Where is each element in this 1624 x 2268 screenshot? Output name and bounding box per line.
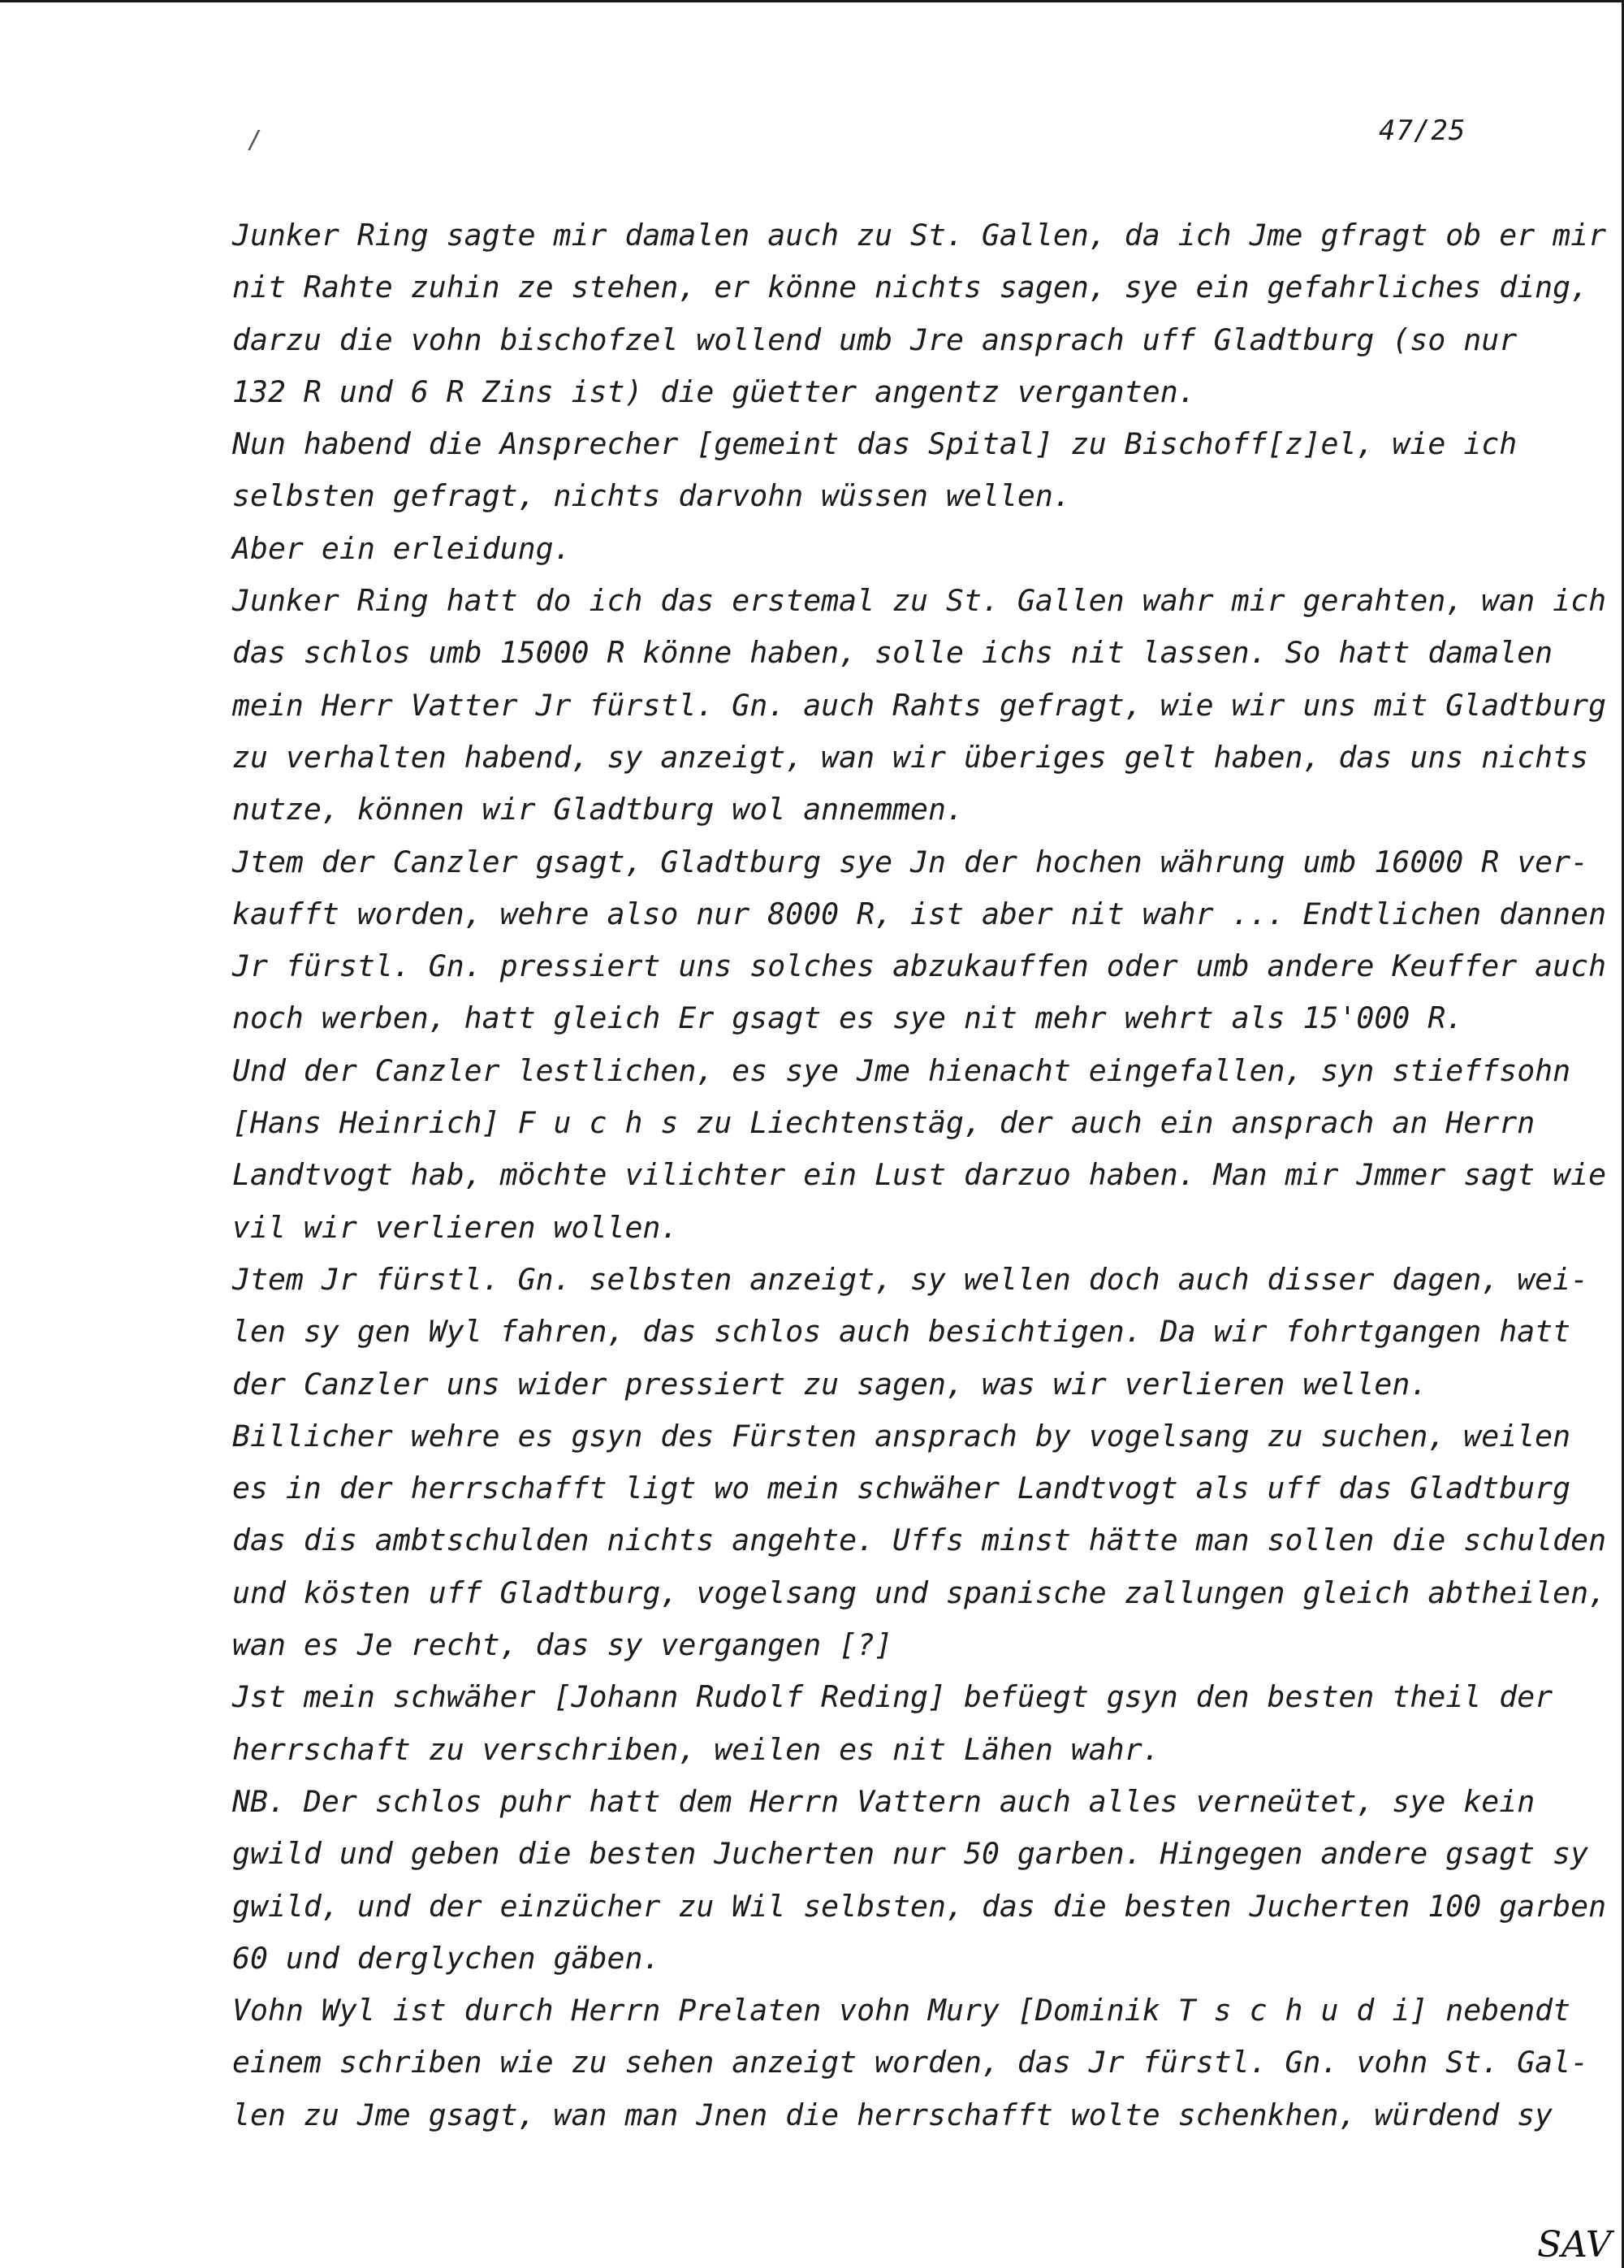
- text-line: und kösten uff Gladtburg, vogelsang und spanische zallungen gleich abtheilen,: [232, 1575, 1607, 1610]
- text-line: nit Rahte zuhin ze stehen, er könne nichts sagen, sye ein gefahrliches ding,: [232, 270, 1589, 305]
- text-line: Vohn Wyl ist durch Herrn Prelaten vohn Mury [Dominik T s c h u d i] nebendt: [232, 1993, 1571, 2028]
- text-line: len sy gen Wyl fahren, das schlos auch besichtigen. Da wir fohrtgangen hatt: [232, 1314, 1571, 1350]
- text-line: der Canzler uns wider pressiert zu sagen, was wir verlieren wellen.: [232, 1366, 1428, 1402]
- text-line: darzu die vohn bischofzel wollend umb Jre ansprach uff Gladtburg (so nur: [232, 322, 1518, 357]
- text-line: nutze, können wir Gladtburg wol annemmen.: [232, 792, 964, 827]
- text-line: selbsten gefragt, nichts darvohn wüssen wellen.: [232, 478, 1071, 514]
- text-line: mein Herr Vatter Jr fürstl. Gn. auch Rahts gefragt, wie wir uns mit Gladtburg: [232, 687, 1607, 723]
- text-line: 132 R und 6 R Zins ist) die güetter angentz verganten.: [232, 374, 1196, 409]
- text-line: 60 und derglychen gäben.: [232, 1940, 661, 1976]
- text-line: Jtem der Canzler gsagt, Gladtburg sye Jn der hochen währung umb 16000 R ver-: [232, 844, 1589, 879]
- text-line: das schlos umb 15000 R könne haben, solle ichs nit lassen. So hatt damalen: [232, 635, 1553, 671]
- text-line: Jr fürstl. Gn. pressiert uns solches abzukauffen oder umb andere Keuffer auch: [232, 948, 1607, 984]
- page-number: 47/25: [1379, 114, 1466, 147]
- archive-stamp: SAV: [1537, 2224, 1612, 2266]
- text-line: Billicher wehre es gsyn des Fürsten ansprach by vogelsang zu suchen, weilen: [232, 1418, 1571, 1454]
- text-line: vil wir verlieren wollen.: [232, 1209, 679, 1245]
- text-line: noch werben, hatt gleich Er gsagt es sye nit mehr wehrt als 15'000 R.: [232, 1000, 1464, 1036]
- text-line: Jst mein schwäher [Johann Rudolf Reding] befüegt gsyn den besten theil der: [232, 1679, 1553, 1715]
- text-line: einem schriben wie zu sehen anzeigt worden, das Jr fürstl. Gn. vohn St. Gal-: [232, 2045, 1589, 2080]
- text-line: gwild, und der einzücher zu Wil selbsten, das die besten Jucherten 100 garben: [232, 1888, 1607, 1924]
- text-line: Junker Ring sagte mir damalen auch zu St. Gallen, da ich Jme gfragt ob er mir: [232, 218, 1607, 253]
- text-line: es in der herrschafft ligt wo mein schwäher Landtvogt als uff das Gladtburg: [232, 1471, 1571, 1506]
- text-line: das dis ambtschulden nichts angehte. Uffs minst hätte man sollen die schulden: [232, 1523, 1607, 1558]
- text-line: zu verhalten habend, sy anzeigt, wan wir überiges gelt haben, das uns nichts: [232, 739, 1589, 775]
- corner-mark: /: [248, 126, 263, 154]
- text-line: Junker Ring hatt do ich das erstemal zu St. Gallen wahr mir gerahten, wan ich: [232, 583, 1607, 619]
- text-line: kaufft worden, wehre also nur 8000 R, ist aber nit wahr ... Endtlichen dannen: [232, 896, 1607, 931]
- text-line: [Hans Heinrich] F u c h s zu Liechtenstäg, der auch ein ansprach an Herrn: [232, 1105, 1535, 1141]
- body-text: [232, 210, 1607, 2141]
- text-line: Und der Canzler lestlichen, es sye Jme hienacht eingefallen, syn stieffsohn: [232, 1052, 1571, 1088]
- text-line: wan es Je recht, das sy vergangen [?]: [232, 1627, 893, 1663]
- text-line: gwild und geben die besten Jucherten nur 50 garben. Hingegen andere gsagt sy: [232, 1836, 1589, 1872]
- text-line: NB. Der schlos puhr hatt dem Herrn Vattern auch alles verneütet, sye kein: [232, 1783, 1535, 1819]
- text-line: Aber ein erleidung.: [232, 530, 572, 566]
- text-line: Landtvogt hab, möchte vilichter ein Lust darzuo haben. Man mir Jmmer sagt wie: [232, 1157, 1607, 1193]
- text-line: herrschaft zu verschriben, weilen es nit Lähen wahr.: [232, 1731, 1160, 1767]
- text-line: Jtem Jr fürstl. Gn. selbsten anzeigt, sy wellen doch auch disser dagen, wei-: [232, 1261, 1589, 1297]
- text-line: Nun habend die Ansprecher [gemeint das Spital] zu Bischoff[z]el, wie ich: [232, 426, 1518, 462]
- text-line: len zu Jme gsagt, wan man Jnen die herrschafft wolte schenkhen, würdend sy: [232, 2097, 1553, 2132]
